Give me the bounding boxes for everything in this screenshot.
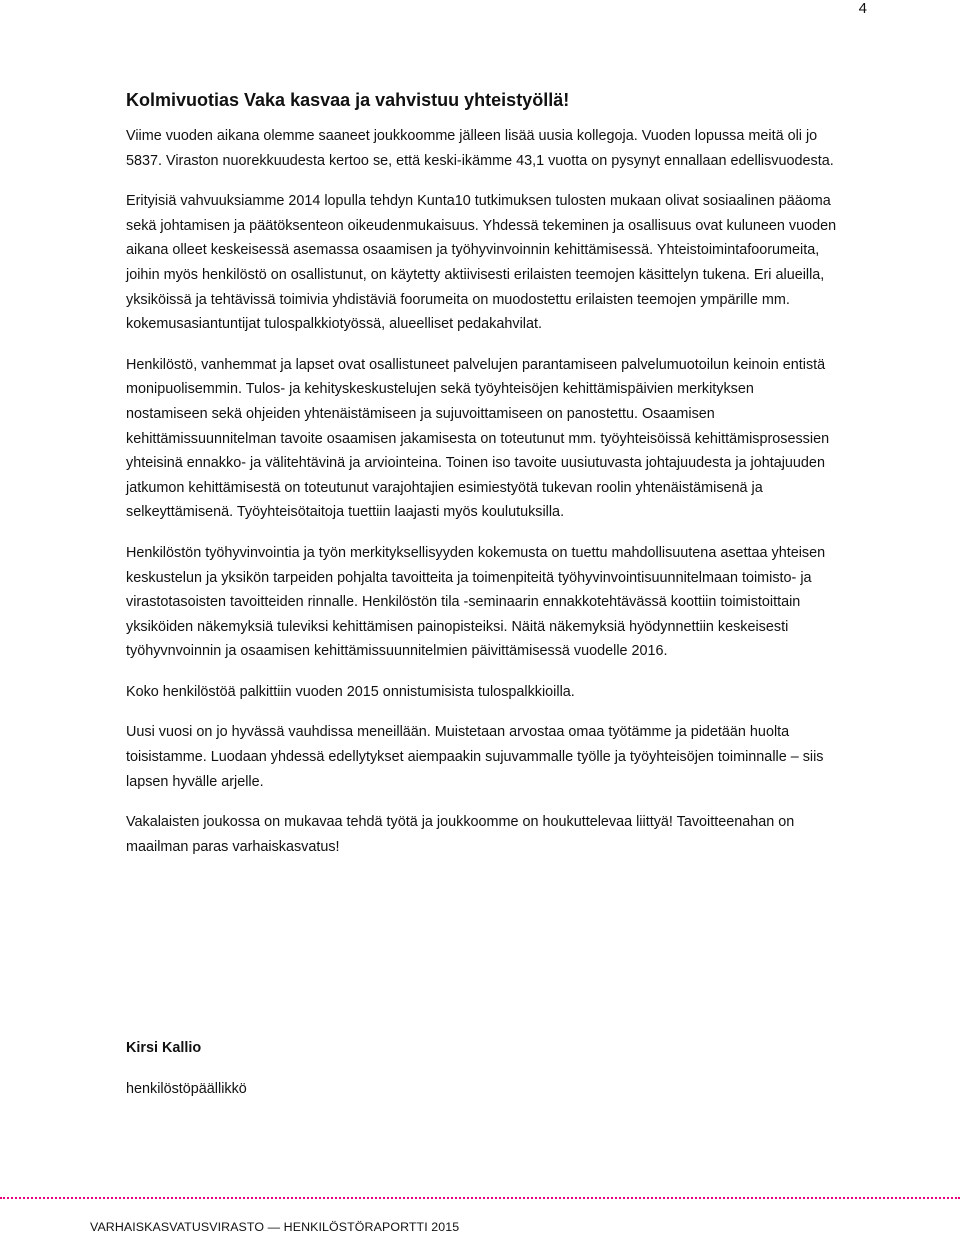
- signature-title: henkilöstöpäällikkö: [126, 1081, 247, 1097]
- footer-text: VARHAISKASVATUSVIRASTO — HENKILÖSTÖRAPORTTI 2015: [90, 1220, 460, 1234]
- signature-name: Kirsi Kallio: [126, 1040, 202, 1056]
- paragraph-services: Henkilöstö, vanhemmat ja lapset ovat osallistuneet palvelujen parantamiseen palvelumuotoilun keinoin entistä monipuolisemmin. Tulos- ja kehityskeskustelujen sekä työyhteisöjen kehittämispäivien merkityksen nostamiseen sekä ohjeiden yhtenäistämiseen ja sujuvoittamiseen on panostettu. Osaamisen kehittämissuunnitelman tavoite osaamisen jakamisesta on toteutunut mm. työyhteisöissä kehittämisprosessien yhteisinä ennakko- ja välitehtävinä ja arviointeina. Toinen iso tavoite uusiutuvasta johtajuudesta ja johtajuuden jatkumon kehittämisestä on toteutunut varajohtajien esimiestyötä tukevan roolin yhtenäistämisenä ja selkeyttämisenä. Työyhteisötaitoja tuettiin laajasti myös koulutuksilla.: [126, 356, 830, 521]
- paragraph-new-year: Uusi vuosi on jo hyvässä vauhdissa meneillään. Muistetaan arvostaa omaa työtämme ja pidetään huolta toisistamme. Luodaan yhdessä edellytykset aiempaakin sujuvammalle työlle ja työyhteisöjen toiminnalle – siis lapsen hyvälle arjelle.: [126, 724, 824, 790]
- footer-divider: [0, 1197, 960, 1203]
- document-body: [126, 88, 838, 875]
- paragraph-wellbeing: Henkilöstön työhyvinvointia ja työn merkityksellisyyden kokemusta on tuettu mahdollisuutena asettaa yhteisen keskustelun ja yksikön tarpeiden pohjalta tavoitteita ja toimenpiteitä työhyvinvointisuunnitelmaan toimisto- ja virastotasoisten tavoitteiden rinnalle. Henkilöstön tila -seminaarin ennakkotehtävässä koottiin toimistoittain yksiköiden näkemyksiä tuleviksi kehittämisen painopisteiksi. Näitä näkemyksiä hyödynnettiin keskeisesti työhyvnvoinnin ja osaamisen kehittämissuunnitelmien päivittämisessä vuodelle 2016.: [126, 544, 826, 660]
- paragraph-closing: Vakalaisten joukossa on mukavaa tehdä työtä ja joukkoomme on houkuttelevaa liittyä! Tavoitteenahan on maailman paras varhaiskasvatus!: [126, 814, 795, 855]
- paragraph-strengths: Erityisiä vahvuuksiamme 2014 lopulla tehdyn Kunta10 tutkimuksen tulosten mukaan olivat sosiaalinen pääoma sekä johtamisen ja päätöksenteon oikeudenmukaisuus. Yhdessä tekeminen ja osallisuus ovat kuluneen vuoden aikana olleet keskeisessä asemassa osaamisen ja työhyvinvoinnin kehittämisessä. Yhteistoimintafoorumeita, joihin myös henkilöstö on osallistunut, on käytetty aktiivisesti erilaisten teemojen käsittelyn tukena. Eri alueilla, yksiköissä ja tehtävissä toimivia yhdistäviä foorumeita on muodostettu erilaisten teemojen ympärille mm. kokemusasiantuntijat tulospalkkiotyössä, alueelliset pedakahvilat.: [126, 193, 837, 333]
- page-title: Kolmivuotias Vaka kasvaa ja vahvistuu yhteistyöllä!: [126, 90, 570, 110]
- paragraph-intro: Viime vuoden aikana olemme saaneet joukkoomme jälleen lisää uusia kollegoja. Vuoden lopussa meitä oli jo 5837. Viraston nuorekkuudesta kertoo se, että keski-ikämme 43,1 vuotta on pysynyt ennallaan edellisvuodesta.: [126, 128, 834, 169]
- page-number: 4: [858, 0, 867, 17]
- paragraph-rewards: Koko henkilöstöä palkittiin vuoden 2015 onnistumisista tulospalkkioilla.: [126, 683, 575, 700]
